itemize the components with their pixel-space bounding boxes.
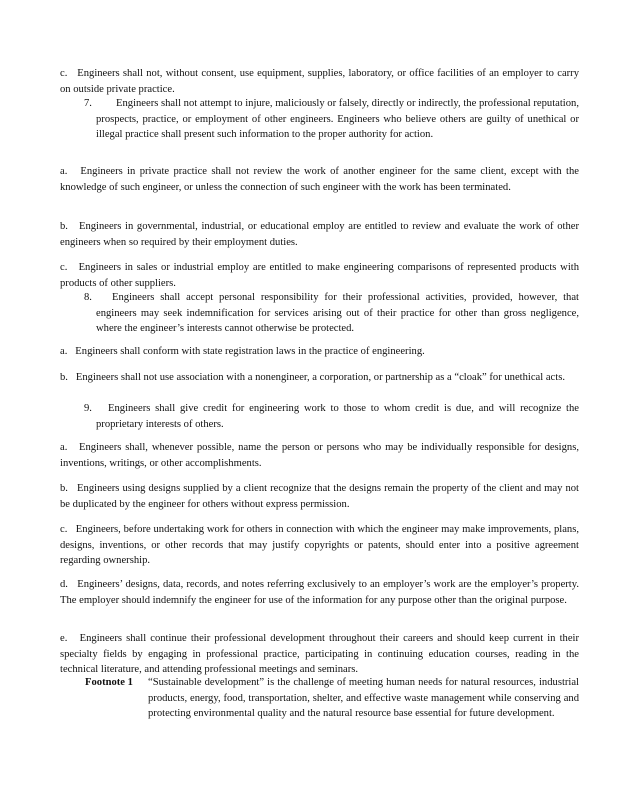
- clause-b-cloak: b. Engineers shall not use association with a nonengineer, a corporation, or partnership as a “cloak” for unethical acts.: [60, 372, 565, 383]
- item-number: 9.: [84, 403, 92, 414]
- item-number: 8.: [84, 292, 92, 303]
- clause-a-registration-laws: a. Engineers shall conform with state registration laws in the practice of engineering.: [60, 346, 425, 357]
- footnote: [85, 675, 579, 722]
- numbered-item-7: [84, 96, 579, 143]
- item-text: Engineers shall accept personal responsibility for their professional activities, provided, however, that engineers may seek indemnification for services arising out of their practice for other than gross negligence, where the engineer’s interests cannot otherwise be protected.: [96, 292, 579, 334]
- clause-e-professional-development: e. Engineers shall continue their professional development throughout their careers and should keep current in their specialty fields by engaging in professional practice, participating in continuing education courses, reading in the technical literature, and attending professional meetings and seminars.: [60, 633, 579, 675]
- numbered-item-9: [84, 401, 579, 432]
- item-number: 7.: [84, 98, 92, 109]
- clause-c-sales-comparisons: c. Engineers in sales or industrial employ are entitled to make engineering comparisons of represented products with products of other suppliers.: [60, 262, 579, 289]
- clause-c-ownership-agreement: c. Engineers, before undertaking work for others in connection with which the engineer may make improvements, plans, designs, inventions, or other records that may justify copyrights or patents, should enter into a positive agreement regarding ownership.: [60, 524, 579, 566]
- item-text: Engineers shall give credit for engineering work to those to whom credit is due, and will recognize the proprietary interests of others.: [96, 403, 579, 430]
- clause-b-governmental-review: b. Engineers in governmental, industrial, or educational employ are entitled to review and evaluate the work of other engineers when so required by their employment duties.: [60, 221, 579, 248]
- footnote-label: Footnote 1: [85, 677, 133, 688]
- clause-b-client-designs: b. Engineers using designs supplied by a client recognize that the designs remain the property of the client and may not be duplicated by the engineer for others without express permission.: [60, 483, 579, 510]
- clause-d-employer-property: d. Engineers’ designs, data, records, and notes referring exclusively to an employer’s work are the employer’s property. The employer should indemnify the engineer for use of the information for any purpose other than the original purpose.: [60, 579, 579, 606]
- item-text: Engineers shall not attempt to injure, maliciously or falsely, directly or indirectly, the professional reputation, prospects, practice, or employment of other engineers. Engineers who believe others are guilty of unethical or illegal practice shall present such information to the proper authority for action.: [96, 98, 579, 140]
- clause-a-private-practice-review: a. Engineers in private practice shall not review the work of another engineer for the same client, except with the knowledge of such engineer, or unless the connection of such engineer with the work has been terminated.: [60, 166, 579, 193]
- clause-c-outside-practice: c. Engineers shall not, without consent, use equipment, supplies, laboratory, or office facilities of an employer to carry on outside private practice.: [60, 68, 579, 95]
- footnote-text: “Sustainable development” is the challenge of meeting human needs for natural resources, industrial products, energy, food, transportation, shelter, and effective waste management while conserving and protecting environmental quality and the natural resource base essential for future development.: [148, 677, 579, 719]
- numbered-item-8: [84, 290, 579, 337]
- clause-a-name-responsible: a. Engineers shall, whenever possible, name the person or persons who may be individually responsible for designs, inventions, writings, or other accomplishments.: [60, 442, 579, 469]
